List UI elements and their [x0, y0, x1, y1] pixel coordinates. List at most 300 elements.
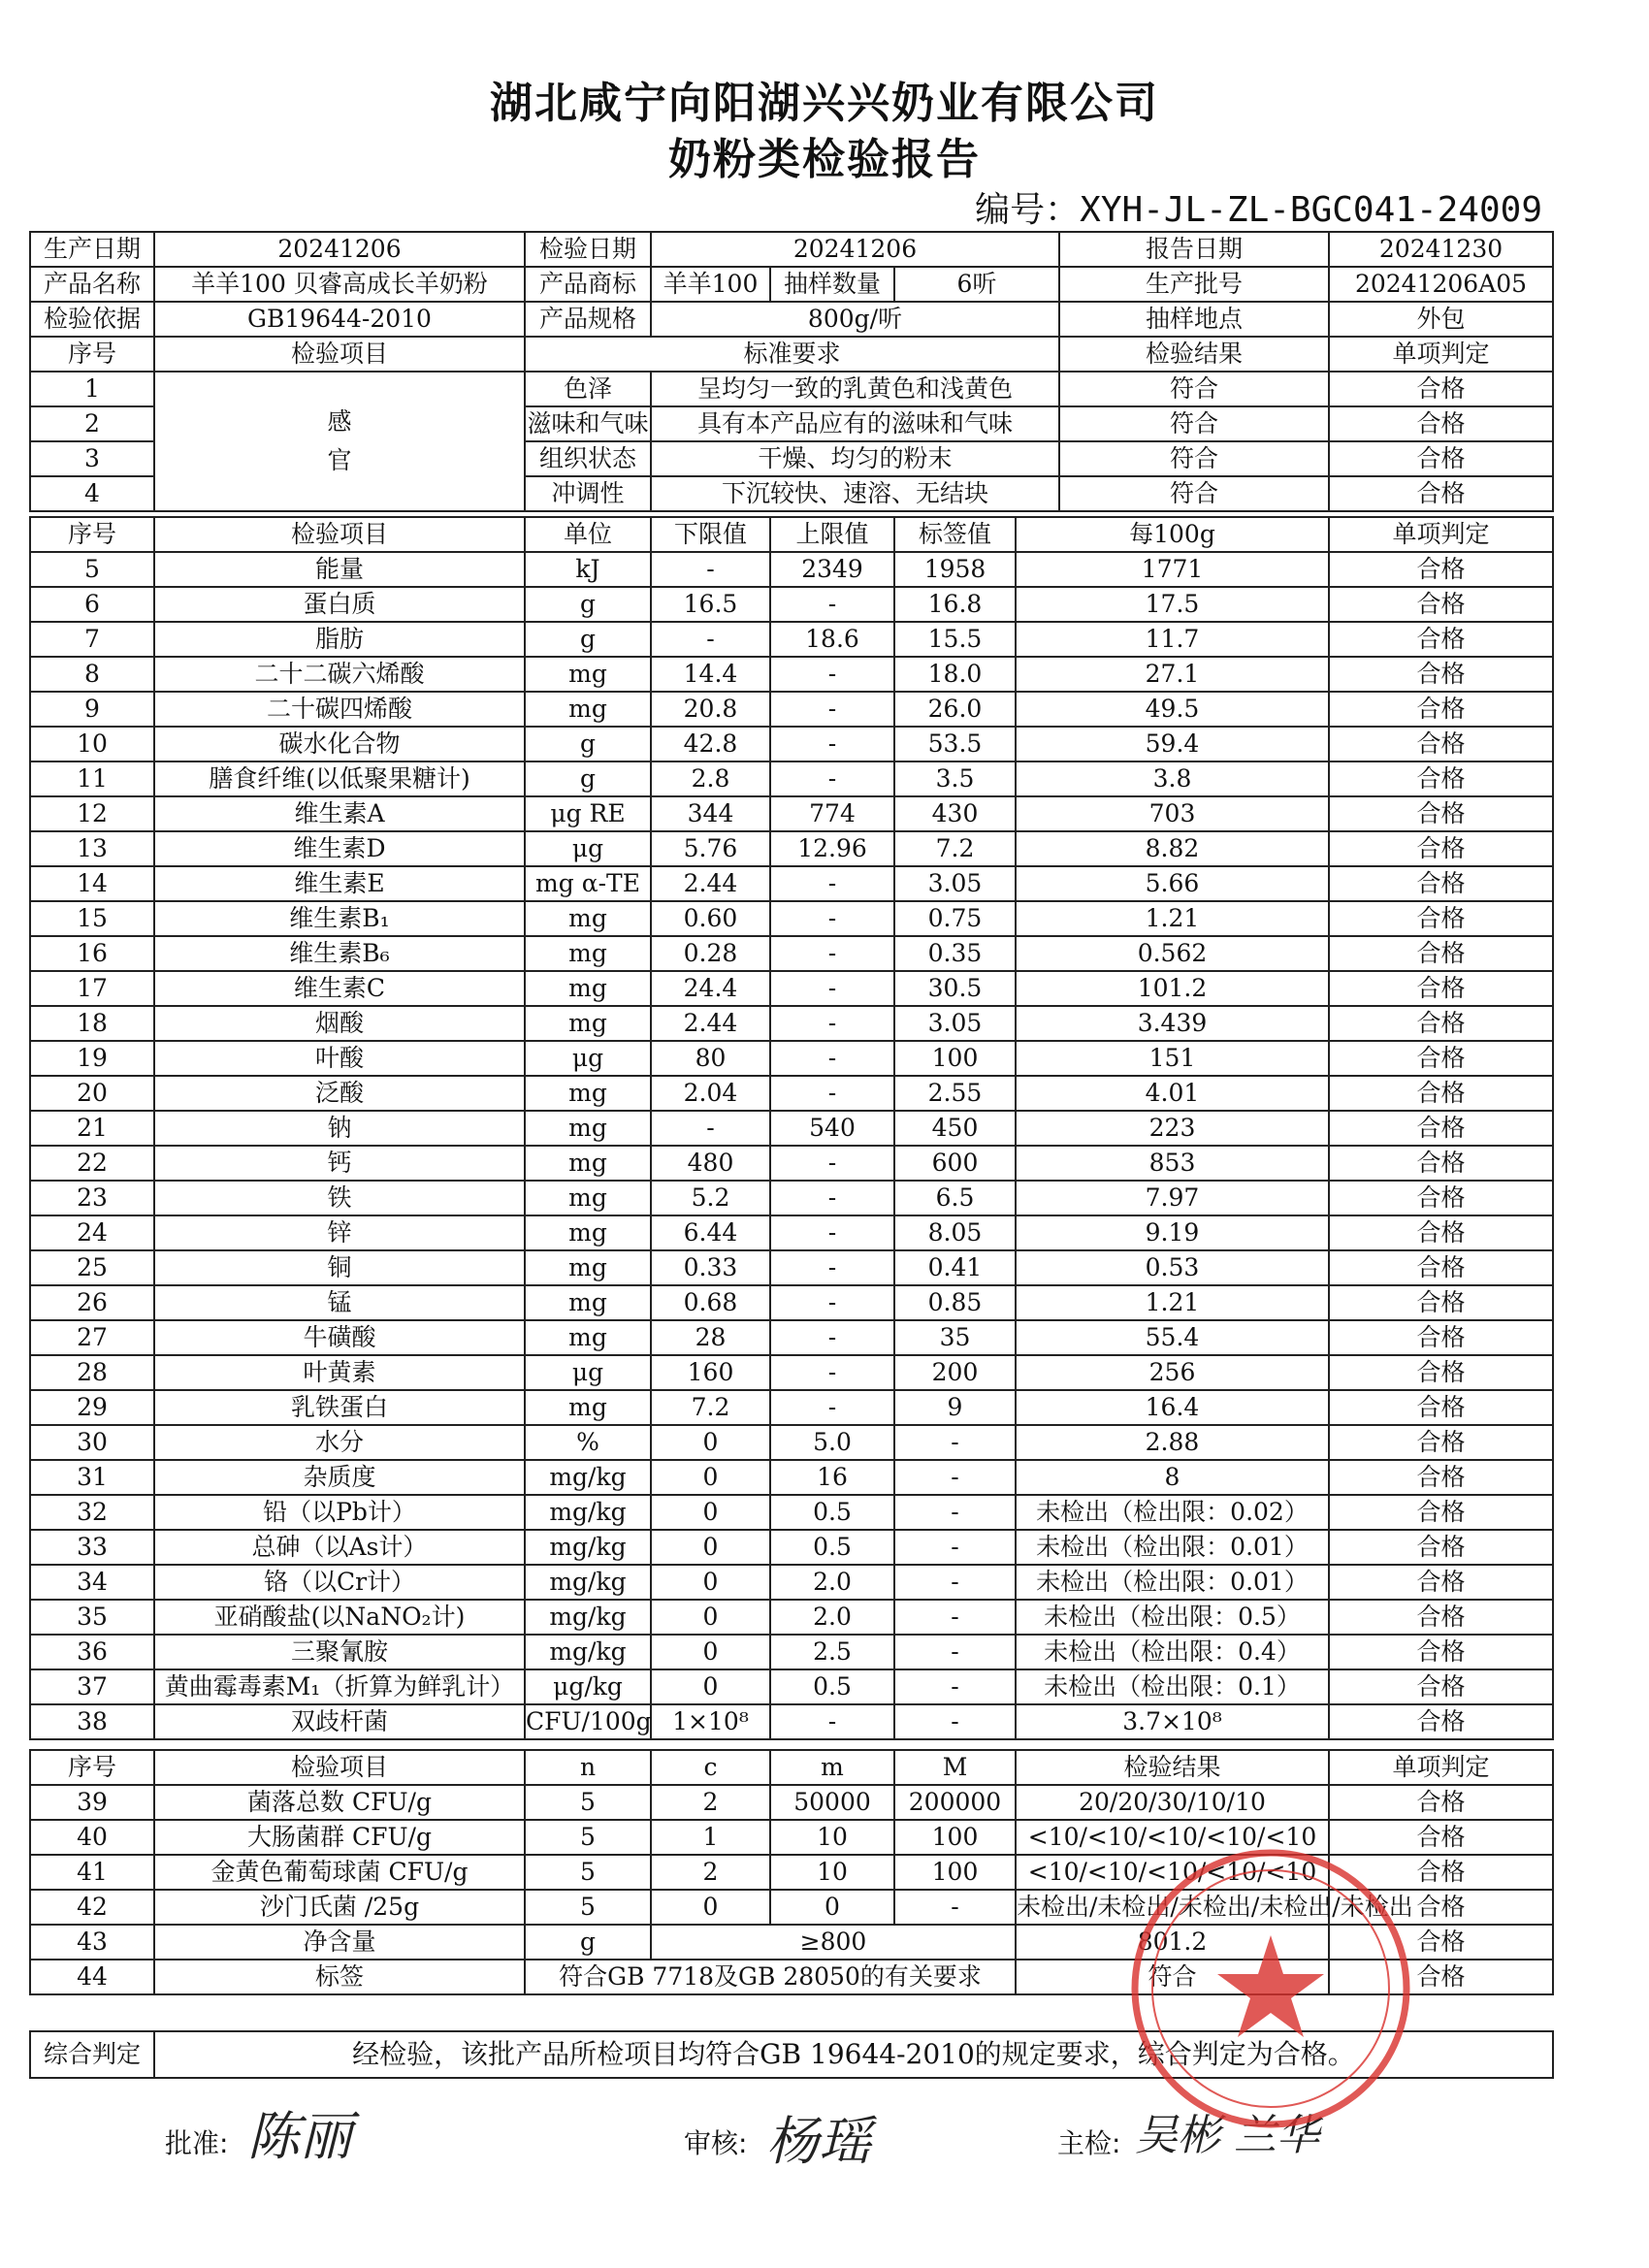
table-cell: %	[525, 1425, 651, 1460]
table-cell: 亚硝酸盐(以NaNO₂计)	[154, 1600, 525, 1635]
table-cell: 1	[30, 372, 154, 406]
table-row	[30, 831, 1553, 866]
table-cell: mg/kg	[525, 1460, 651, 1495]
table-cell: 6.5	[894, 1181, 1016, 1215]
table-cell: 符合	[1059, 406, 1329, 441]
table-cell: 钙	[154, 1146, 525, 1181]
table-cell: -	[651, 1111, 770, 1146]
table-cell: 合格	[1329, 1006, 1553, 1041]
table-cell: 锌	[154, 1215, 525, 1250]
table-cell: 2	[30, 406, 154, 441]
table-cell: 合格	[1329, 901, 1553, 936]
table-cell: 合格	[1329, 866, 1553, 901]
table-cell: 牛磺酸	[154, 1320, 525, 1355]
table-cell: -	[894, 1530, 1016, 1565]
table-cell: 27	[30, 1320, 154, 1355]
table-cell: 脂肪	[154, 622, 525, 657]
table-cell: 2.0	[770, 1600, 894, 1635]
table-cell: 合格	[1329, 971, 1553, 1006]
table-cell: 5	[525, 1855, 651, 1890]
table-cell: 合格	[1329, 1635, 1553, 1669]
table-cell: -	[770, 936, 894, 971]
table-cell: 0	[651, 1460, 770, 1495]
table-row	[30, 1250, 1553, 1285]
table-cell: mg/kg	[525, 1495, 651, 1530]
table-cell: 16.4	[1016, 1390, 1329, 1425]
company-name: 湖北咸宁向阳湖兴兴奶业有限公司	[490, 79, 1159, 128]
table-cell: 4.01	[1016, 1076, 1329, 1111]
header-cell: 检验依据	[30, 302, 154, 337]
conclusion-label: 综合判定	[30, 2031, 154, 2078]
table-cell: 30	[30, 1425, 154, 1460]
table-cell: 3.7×10⁸	[1016, 1704, 1329, 1739]
table-cell: 合格	[1329, 1146, 1553, 1181]
table-cell: 能量	[154, 552, 525, 587]
table-cell: 合格	[1329, 1181, 1553, 1215]
table-cell: 合格	[1329, 1600, 1553, 1635]
table-cell: 二十二碳六烯酸	[154, 657, 525, 692]
table-cell: μg	[525, 831, 651, 866]
table-cell: g	[525, 622, 651, 657]
table-cell: 100	[894, 1820, 1016, 1855]
table-cell: 三聚氰胺	[154, 1635, 525, 1669]
table-cell: 铬（以Cr计）	[154, 1565, 525, 1600]
table-cell: 25	[30, 1250, 154, 1285]
table-cell: 净含量	[154, 1925, 525, 1960]
table-cell: 滋味和气味	[525, 406, 651, 441]
table-row	[30, 1495, 1553, 1530]
table-cell: 合格	[1329, 1960, 1553, 1994]
table-cell: 水分	[154, 1425, 525, 1460]
table-cell: 具有本产品应有的滋味和气味	[651, 406, 1059, 441]
table-cell: 2349	[770, 552, 894, 587]
table-cell: -	[651, 552, 770, 587]
table-cell: 合格	[1329, 587, 1553, 622]
header-cell: 检验结果	[1059, 337, 1329, 372]
table-cell: 9	[894, 1390, 1016, 1425]
table-cell: 55.4	[1016, 1320, 1329, 1355]
table-cell: 0	[651, 1890, 770, 1925]
table-cell: 1.21	[1016, 901, 1329, 936]
table-cell: -	[894, 1635, 1016, 1669]
table-cell: -	[770, 1215, 894, 1250]
table-cell: 3.8	[1016, 761, 1329, 796]
table-cell: mg	[525, 692, 651, 727]
table-cell: 0.5	[770, 1530, 894, 1565]
table-cell: 蛋白质	[154, 587, 525, 622]
table-cell: 0	[770, 1890, 894, 1925]
column-header: 下限值	[651, 517, 770, 552]
table-cell: 35	[894, 1320, 1016, 1355]
table-cell: 合格	[1329, 1250, 1553, 1285]
table-cell: 2.04	[651, 1076, 770, 1111]
table-cell: 0.85	[894, 1285, 1016, 1320]
table-cell: 碳水化合物	[154, 727, 525, 761]
sensory-group-text: 感 官	[327, 407, 352, 474]
table-cell: 100	[894, 1855, 1016, 1890]
header-cell: 抽样数量	[770, 267, 894, 302]
table-cell: 256	[1016, 1355, 1329, 1390]
table-cell: 叶酸	[154, 1041, 525, 1076]
table-cell: -	[894, 1669, 1016, 1704]
table-cell: 3	[30, 441, 154, 476]
table-cell: 合格	[1329, 1111, 1553, 1146]
table-cell: 41	[30, 1855, 154, 1890]
table-cell: 0.5	[770, 1495, 894, 1530]
table-cell: 49.5	[1016, 692, 1329, 727]
micro-header-row	[30, 1750, 1553, 1785]
table-cell: 0	[651, 1669, 770, 1704]
table-cell: 5.0	[770, 1425, 894, 1460]
inspect-label: 主检:	[1057, 2127, 1121, 2159]
table-cell: 大肠菌群 CFU/g	[154, 1820, 525, 1855]
column-header: 每100g	[1016, 517, 1329, 552]
table-cell: 下沉较快、速溶、无结块	[651, 476, 1059, 511]
table-cell: 38	[30, 1704, 154, 1739]
column-header: 单项判定	[1329, 1750, 1553, 1785]
review-label: 审核:	[684, 2127, 748, 2159]
table-cell: 14.4	[651, 657, 770, 692]
table-cell: μg/kg	[525, 1669, 651, 1704]
table-cell: 0	[651, 1600, 770, 1635]
table-cell: 32	[30, 1495, 154, 1530]
table-cell: <10/<10/<10/<10/<10	[1016, 1820, 1329, 1855]
table-cell: 1	[651, 1820, 770, 1855]
table-cell: 二十碳四烯酸	[154, 692, 525, 727]
table-row	[30, 1785, 1553, 1820]
table-cell: 17.5	[1016, 587, 1329, 622]
table-cell: 泛酸	[154, 1076, 525, 1111]
sensory-group-label	[154, 372, 525, 511]
table-cell: -	[770, 1076, 894, 1111]
table-cell: -	[770, 1181, 894, 1215]
table-row	[30, 1076, 1553, 1111]
table-cell: 12.96	[770, 831, 894, 866]
table-cell: 符合GB 7718及GB 28050的有关要求	[525, 1960, 1016, 1994]
table-cell: 30.5	[894, 971, 1016, 1006]
table-cell: 7	[30, 622, 154, 657]
table-cell: 合格	[1329, 936, 1553, 971]
table-cell: 450	[894, 1111, 1016, 1146]
table-cell: 0.562	[1016, 936, 1329, 971]
table-cell: 2	[651, 1785, 770, 1820]
table-cell: mg	[525, 971, 651, 1006]
table-cell: 26.0	[894, 692, 1016, 727]
table-cell: 0.75	[894, 901, 1016, 936]
table-row	[30, 622, 1553, 657]
table-cell: 菌落总数 CFU/g	[154, 1785, 525, 1820]
table-row	[30, 1285, 1553, 1320]
table-cell: 10	[770, 1855, 894, 1890]
table-cell: μg RE	[525, 796, 651, 831]
table-row	[30, 901, 1553, 936]
nutrition-header-row	[30, 517, 1553, 552]
table-cell: 合格	[1329, 1425, 1553, 1460]
table-cell: 维生素E	[154, 866, 525, 901]
table-cell: 100	[894, 1041, 1016, 1076]
table-cell: -	[894, 1425, 1016, 1460]
table-cell: 18	[30, 1006, 154, 1041]
header-cell: GB19644-2010	[154, 302, 525, 337]
column-header: M	[894, 1750, 1016, 1785]
header-cell: 20241206A05	[1329, 267, 1553, 302]
table-cell: 22	[30, 1146, 154, 1181]
table-cell: μg	[525, 1355, 651, 1390]
table-cell: 符合	[1016, 1960, 1329, 1994]
table-cell: 5.66	[1016, 866, 1329, 901]
header-cell: 羊羊100 贝睿高成长羊奶粉	[154, 267, 525, 302]
table-cell: 28	[651, 1320, 770, 1355]
table-cell: 20/20/30/10/10	[1016, 1785, 1329, 1820]
column-header: m	[770, 1750, 894, 1785]
table-cell: 160	[651, 1355, 770, 1390]
column-header: 检验项目	[154, 517, 525, 552]
table-cell: 0.28	[651, 936, 770, 971]
table-cell: 2.0	[770, 1565, 894, 1600]
table-row	[30, 866, 1553, 901]
table-cell: 3.05	[894, 866, 1016, 901]
table-cell: 2.44	[651, 1006, 770, 1041]
table-cell: 黄曲霉毒素M₁（折算为鲜乳计）	[154, 1669, 525, 1704]
table-cell: 21	[30, 1111, 154, 1146]
table-cell: 烟酸	[154, 1006, 525, 1041]
table-cell: 合格	[1329, 1215, 1553, 1250]
table-row	[30, 936, 1553, 971]
table-cell: 10	[770, 1820, 894, 1855]
table-cell: 16	[770, 1460, 894, 1495]
table-cell: -	[770, 1355, 894, 1390]
table-cell: -	[770, 657, 894, 692]
table-cell: 维生素B₁	[154, 901, 525, 936]
table-cell: 7.97	[1016, 1181, 1329, 1215]
nutrition-table	[29, 516, 1554, 1740]
header-cell: 800g/听	[651, 302, 1059, 337]
table-cell: 16	[30, 936, 154, 971]
table-row	[30, 1669, 1553, 1704]
table-cell: 39	[30, 1785, 154, 1820]
header-cell: 6听	[894, 267, 1059, 302]
table-cell: 合格	[1329, 1041, 1553, 1076]
table-cell: 5	[525, 1785, 651, 1820]
table-cell: 19	[30, 1041, 154, 1076]
table-cell: 合格	[1329, 727, 1553, 761]
table-cell: 9.19	[1016, 1215, 1329, 1250]
table-cell: 0.53	[1016, 1250, 1329, 1285]
table-row	[30, 1006, 1553, 1041]
table-cell: 维生素C	[154, 971, 525, 1006]
table-cell: 13	[30, 831, 154, 866]
table-row	[30, 796, 1553, 831]
table-cell: 10	[30, 727, 154, 761]
table-cell: 0	[651, 1635, 770, 1669]
header-cell: 序号	[30, 337, 154, 372]
table-cell: 16.8	[894, 587, 1016, 622]
table-cell: 3.05	[894, 1006, 1016, 1041]
table-cell: 符合	[1059, 372, 1329, 406]
table-cell: 合格	[1329, 1390, 1553, 1425]
table-cell: mg	[525, 1215, 651, 1250]
table-cell: 未检出（检出限：0.1）	[1016, 1669, 1329, 1704]
table-cell: 18.6	[770, 622, 894, 657]
table-cell: 维生素A	[154, 796, 525, 831]
table-cell: 锰	[154, 1285, 525, 1320]
header-cell: 20241206	[154, 232, 525, 267]
table-cell: 26	[30, 1285, 154, 1320]
table-cell: 符合	[1059, 476, 1329, 511]
table-cell: 2.88	[1016, 1425, 1329, 1460]
table-cell: g	[525, 1925, 651, 1960]
table-cell: 53.5	[894, 727, 1016, 761]
table-cell: kJ	[525, 552, 651, 587]
table-cell: 合格	[1329, 552, 1553, 587]
table-cell: -	[770, 1704, 894, 1739]
table-row	[30, 761, 1553, 796]
column-header: 序号	[30, 1750, 154, 1785]
table-cell: 50000	[770, 1785, 894, 1820]
table-cell: 15.5	[894, 622, 1016, 657]
table-cell: 膳食纤维(以低聚果糖计)	[154, 761, 525, 796]
table-cell: 36	[30, 1635, 154, 1669]
table-cell: 合格	[1329, 1925, 1553, 1960]
table-cell: 杂质度	[154, 1460, 525, 1495]
table-cell: 14	[30, 866, 154, 901]
report-title: 奶粉类检验报告	[668, 135, 981, 184]
header-cell: 外包	[1329, 302, 1553, 337]
table-cell: mg	[525, 1390, 651, 1425]
table-cell: 合格	[1329, 1320, 1553, 1355]
table-cell: 乳铁蛋白	[154, 1390, 525, 1425]
table-cell: 430	[894, 796, 1016, 831]
conclusion-text: 经检验，该批产品所检项目均符合GB 19644-2010的规定要求，综合判定为合格。	[154, 2031, 1553, 2078]
column-header: 序号	[30, 517, 154, 552]
table-row	[30, 971, 1553, 1006]
table-cell: 42	[30, 1890, 154, 1925]
table-cell: 0	[651, 1565, 770, 1600]
inspect-signature: 吴彬 兰华	[1135, 2111, 1319, 2160]
table-cell: -	[770, 692, 894, 727]
table-cell: -	[770, 727, 894, 761]
table-cell: 8	[1016, 1460, 1329, 1495]
header-cell: 产品商标	[525, 267, 651, 302]
table-cell: 呈均匀一致的乳黄色和浅黄色	[651, 372, 1059, 406]
header-cell: 20241230	[1329, 232, 1553, 267]
table-cell: 铅（以Pb计）	[154, 1495, 525, 1530]
table-cell: 43	[30, 1925, 154, 1960]
table-cell: g	[525, 761, 651, 796]
table-cell: 2	[651, 1855, 770, 1890]
table-cell: 色泽	[525, 372, 651, 406]
table-cell: 冲调性	[525, 476, 651, 511]
table-cell: 合格	[1329, 1565, 1553, 1600]
header-cell: 20241206	[651, 232, 1059, 267]
approve-label: 批准:	[165, 2127, 229, 2159]
table-row	[30, 1425, 1553, 1460]
table-cell: 0	[651, 1530, 770, 1565]
table-cell: 铜	[154, 1250, 525, 1285]
header-cell: 单项判定	[1329, 337, 1553, 372]
table-cell: 151	[1016, 1041, 1329, 1076]
table-cell: 20.8	[651, 692, 770, 727]
table-row	[30, 1111, 1553, 1146]
table-cell: 44	[30, 1960, 154, 1994]
table-cell: mg	[525, 1076, 651, 1111]
table-cell: 703	[1016, 796, 1329, 831]
table-cell: -	[770, 1320, 894, 1355]
document-number: 编号：XYH-JL-ZL-BGC041-24009	[975, 190, 1542, 230]
table-cell: 维生素B₆	[154, 936, 525, 971]
table-cell: 4	[30, 476, 154, 511]
table-cell: 5	[525, 1890, 651, 1925]
table-row	[30, 692, 1553, 727]
table-cell: 8.82	[1016, 831, 1329, 866]
table-cell: 59.4	[1016, 727, 1329, 761]
table-cell: -	[894, 1565, 1016, 1600]
table-cell: -	[770, 1285, 894, 1320]
table-row	[30, 1146, 1553, 1181]
table-cell: 0.35	[894, 936, 1016, 971]
table-cell: 1×10⁸	[651, 1704, 770, 1739]
table-cell: 合格	[1329, 1355, 1553, 1390]
table-cell: 总砷（以As计）	[154, 1530, 525, 1565]
table-cell: 0	[651, 1495, 770, 1530]
table-cell: 5.2	[651, 1181, 770, 1215]
table-cell: mg	[525, 901, 651, 936]
table-cell: 合格	[1329, 1076, 1553, 1111]
table-cell: 合格	[1329, 622, 1553, 657]
table-cell: 774	[770, 796, 894, 831]
table-cell: 金黄色葡萄球菌 CFU/g	[154, 1855, 525, 1890]
table-cell: 合格	[1329, 1460, 1553, 1495]
table-cell: -	[894, 1495, 1016, 1530]
column-header: 单位	[525, 517, 651, 552]
table-cell: -	[894, 1460, 1016, 1495]
table-cell: 维生素D	[154, 831, 525, 866]
seal-star-icon	[1217, 1935, 1324, 2037]
table-cell: 2.55	[894, 1076, 1016, 1111]
table-cell: 600	[894, 1146, 1016, 1181]
table-cell: 未检出/未检出/未检出/未检出/未检出	[1016, 1890, 1329, 1925]
table-cell: 合格	[1329, 1855, 1553, 1890]
table-cell: -	[770, 587, 894, 622]
table-cell: mg α-TE	[525, 866, 651, 901]
table-cell: 合格	[1329, 657, 1553, 692]
table-cell: 1771	[1016, 552, 1329, 587]
table-cell: 6	[30, 587, 154, 622]
table-cell: 0.68	[651, 1285, 770, 1320]
table-row	[30, 1320, 1553, 1355]
table-cell: 7.2	[651, 1390, 770, 1425]
column-header: c	[651, 1750, 770, 1785]
table-row	[30, 587, 1553, 622]
table-cell: 双歧杆菌	[154, 1704, 525, 1739]
table-row	[30, 1565, 1553, 1600]
table-cell: CFU/100g	[525, 1704, 651, 1739]
column-header: 检验项目	[154, 1750, 525, 1785]
table-cell: 未检出（检出限：0.4）	[1016, 1635, 1329, 1669]
table-cell: 801.2	[1016, 1925, 1329, 1960]
table-cell: 1958	[894, 552, 1016, 587]
table-cell: 2.5	[770, 1635, 894, 1669]
header-cell: 生产日期	[30, 232, 154, 267]
table-cell: 未检出（检出限：0.01）	[1016, 1565, 1329, 1600]
table-cell: 合格	[1329, 441, 1553, 476]
table-cell: -	[770, 761, 894, 796]
table-cell: 合格	[1329, 831, 1553, 866]
table-cell: 钠	[154, 1111, 525, 1146]
table-row	[30, 1704, 1553, 1739]
table-cell: 铁	[154, 1181, 525, 1215]
table-cell: -	[770, 866, 894, 901]
